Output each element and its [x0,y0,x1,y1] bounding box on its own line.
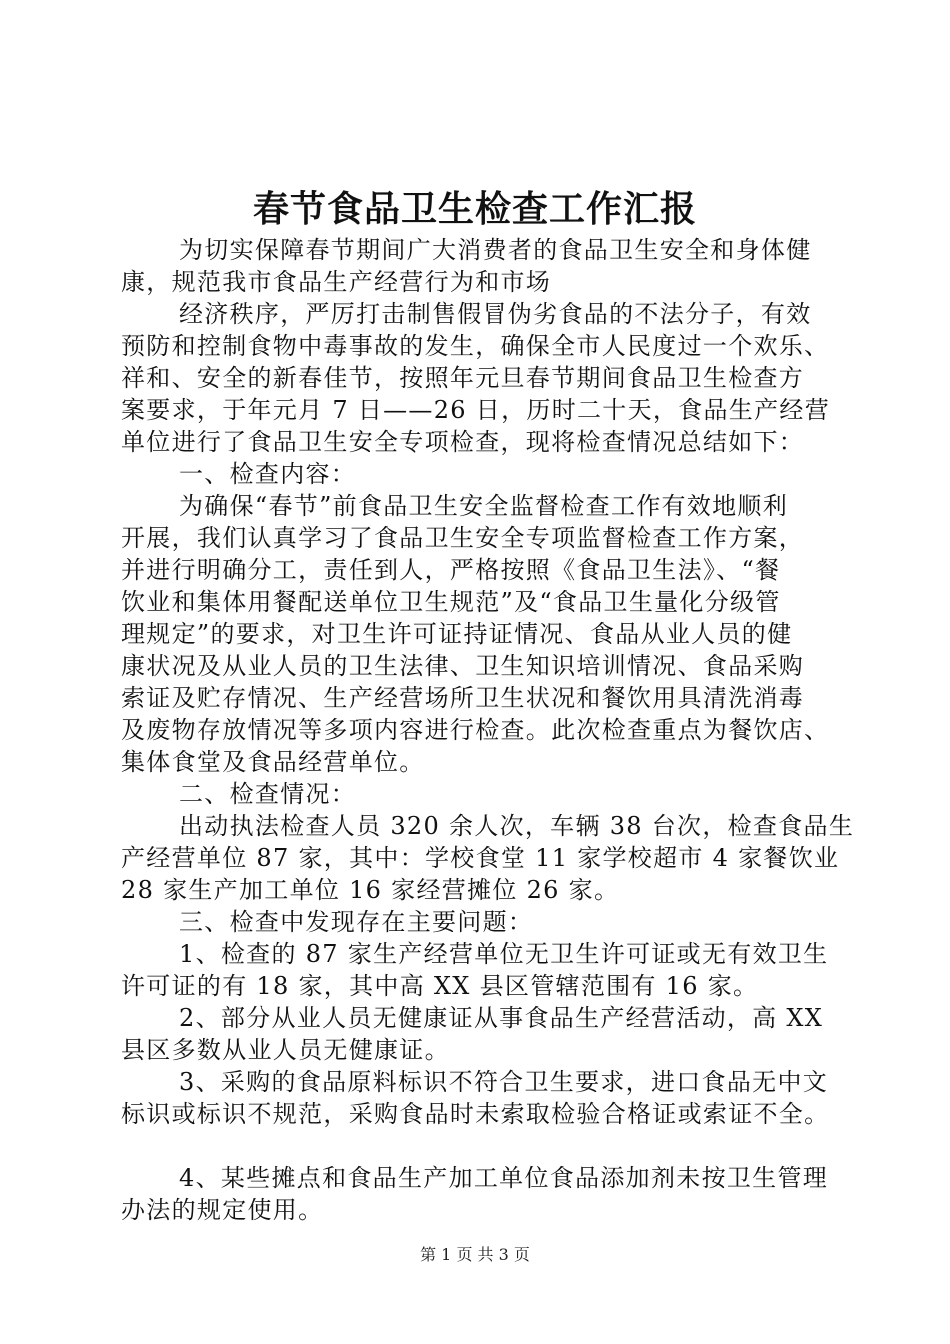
paragraph-line: 办法的规定使用。 [121,1196,324,1224]
paragraph-line: 单位进行了食品卫生安全专项检查，现将检查情况总结如下： [121,428,805,456]
paragraph-line: 3、采购的食品原料标识不符合卫生要求，进口食品无中文 [179,1068,829,1096]
paragraph-line: 预防和控制食物中毒事故的发生，确保全市人民度过一个欢乐、 [121,332,830,360]
paragraph-line: 集体食堂及食品经营单位。 [121,748,425,776]
page-footer: 第 1 页 共 3 页 [420,1245,530,1264]
paragraph-line: 许可证的有 18 家，其中高 XX 县区管辖范围有 16 家。 [121,972,759,1000]
paragraph-line: 案要求，于年元月 7 日——26 日，历时二十天，食品生产经营 [121,396,830,424]
paragraph-line: 并进行明确分工，责任到人，严格按照《食品卫生法》、“餐 [121,556,781,584]
paragraph-line: 产经营单位 87 家，其中：学校食堂 11 家学校超市 4 家餐饮业 [121,844,840,872]
document-body [121,234,855,1226]
paragraph-line: 开展，我们认真学习了食品卫生安全专项监督检查工作方案， [121,524,805,552]
paragraph-line: 县区多数从业人员无健康证。 [121,1036,450,1064]
paragraph-line: 为确保“春节”前食品卫生安全监督检查工作有效地顺利 [179,492,789,520]
paragraph-line: 二、检查情况： [179,780,357,808]
paragraph-line: 索证及贮存情况、生产经营场所卫生状况和餐饮用具清洗消毒 [121,684,805,712]
paragraph-line: 饮业和集体用餐配送单位卫生规范”及“食品卫生量化分级管 [121,588,781,616]
blank-line [121,1130,841,1162]
paragraph-line: 2、部分从业人员无健康证从事食品生产经营活动，高 XX [179,1004,824,1032]
document-title: 春节食品卫生检查工作汇报 [252,189,697,230]
paragraph-line: 三、检查中发现存在主要问题： [179,908,534,936]
paragraph-line: 及废物存放情况等多项内容进行检查。此次检查重点为餐饮店、 [121,716,830,744]
paragraph-line: 出动执法检查人员 320 余人次，车辆 38 台次，检查食品生 [179,812,855,840]
paragraph-line: 经济秩序，严厉打击制售假冒伪劣食品的不法分子，有效 [179,300,812,328]
paragraph-line: 康，规范我市食品生产经营行为和市场 [121,268,552,296]
paragraph-line: 28 家生产加工单位 16 家经营摊位 26 家。 [121,876,620,904]
paragraph-line: 1、检查的 87 家生产经营单位无卫生许可证或无有效卫生 [179,940,829,968]
paragraph-line: 为切实保障春节期间广大消费者的食品卫生安全和身体健 [179,236,812,264]
paragraph-line: 祥和、安全的新春佳节，按照年元旦春节期间食品卫生检查方 [121,364,805,392]
paragraph-line: 标识或标识不规范，采购食品时未索取检验合格证或索证不全。 [121,1100,830,1128]
paragraph-line: 4、某些摊点和食品生产加工单位食品添加剂未按卫生管理 [179,1164,829,1192]
paragraph-line: 康状况及从业人员的卫生法律、卫生知识培训情况、食品采购 [121,652,805,680]
paragraph-line: 一、检查内容： [179,460,357,488]
paragraph-line: 理规定”的要求，对卫生许可证持证情况、食品从业人员的健 [121,620,793,648]
